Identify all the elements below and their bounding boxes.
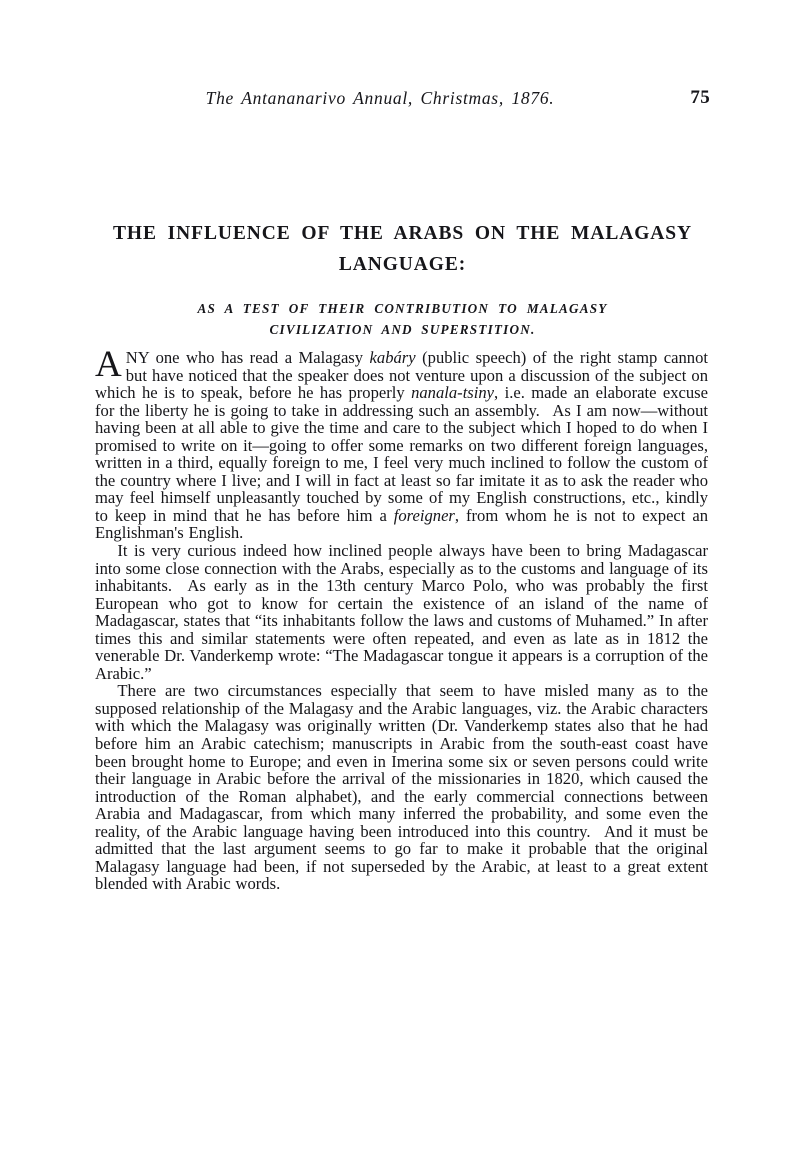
paragraph-1-italic-foreigner: foreigner <box>393 505 455 525</box>
article-body <box>95 344 708 894</box>
drop-cap-initial: A <box>95 344 122 385</box>
article-subtitle <box>95 298 710 340</box>
paragraph-1-italic-nanala-tsiny: nanala-tsiny <box>411 383 495 403</box>
article-title-line-2: LANGUAGE: <box>338 254 467 276</box>
paragraph-1 <box>95 344 708 543</box>
article-subtitle-line-2: CIVILIZATION AND SUPERSTITION. <box>269 321 536 337</box>
running-head-title: The Antananarivo Annual, Christmas, 1876. <box>205 88 555 108</box>
article-title-line-1: THE INFLUENCE OF THE ARABS ON THE MALAGASY <box>113 223 692 245</box>
paragraph-1-text-c: , i.e. made an elaborate excuse for the liberty he is going to take in addressing such an assembly. As I am now—without having been at all able to give the time and care to the subject which I hoped to do when I promised to write on it—going to offer some remarks on two different foreign languages, written in a third, equally foreign to me, I feel very much inclined to follow the custom of the country where I live; and I will in fact at least so far imitate it as to ask the reader who may feel himself unpleasantly touched by some of my English constructions, etc., kindly to keep in mind that he has before him a <box>95 383 708 525</box>
article-subtitle-line-1: AS A TEST OF THEIR CONTRIBUTION TO MALAGASY <box>197 300 608 316</box>
paragraph-1-text-d: , from whom he is not to expect an Englishman's English. <box>95 505 708 543</box>
paragraph-1-text-a: NY one who has read a Malagasy <box>125 348 370 367</box>
article-title <box>95 218 710 280</box>
paragraph-3: There are two circumstances especially that seem to have misled many as to the supposed relationship of the Malagasy and the Arabic languages, viz. the Arabic characters with which the Malagasy was originally written (Dr. Vanderkemp states also that he had before him an Arabic catechism; manuscripts in Arabic from the south-east coast have been brought home to Europe; and even in Imerina some six or seven persons could write their language in Arabic before the arrival of the missionaries in 1820, which caused the introduction of the Roman alphabet), and the early commercial connections between Arabia and Madagascar, from which many inferred the probability, and some even the reality, of the Arabic language having been introduced into this country. And it must be admitted that the last argument seems to go far to make it probable that the original Malagasy language had been, if not superseded by the Arabic, at least to a great extent blended with Arabic words. <box>95 681 708 894</box>
running-head <box>95 88 710 114</box>
paragraph-2: It is very curious indeed how inclined people always have been to bring Madagascar into some close connection with the Arabs, especially as to the customs and language of its inhabitants. As early as in the 13th century Marco Polo, who was probably the first European who got to know for certain the existence of an island of the name of Madagascar, states that “its inhabitants follow the laws and customs of Muhamed.” In after times this and similar statements were often repeated, and even as late as in 1812 the venerable Dr. Vanderkemp wrote: “The Madagascar tongue it appears is a corruption of the Arabic.” <box>95 541 708 683</box>
page-number: 75 <box>690 87 710 108</box>
paragraph-1-text-b: (public speech) of the right stamp cannot but have noticed that the speaker does not venture upon a discussion of the subject on which he is to speak, before he has properly <box>95 348 708 403</box>
paragraph-1-italic-kabary: kabáry <box>369 348 416 367</box>
